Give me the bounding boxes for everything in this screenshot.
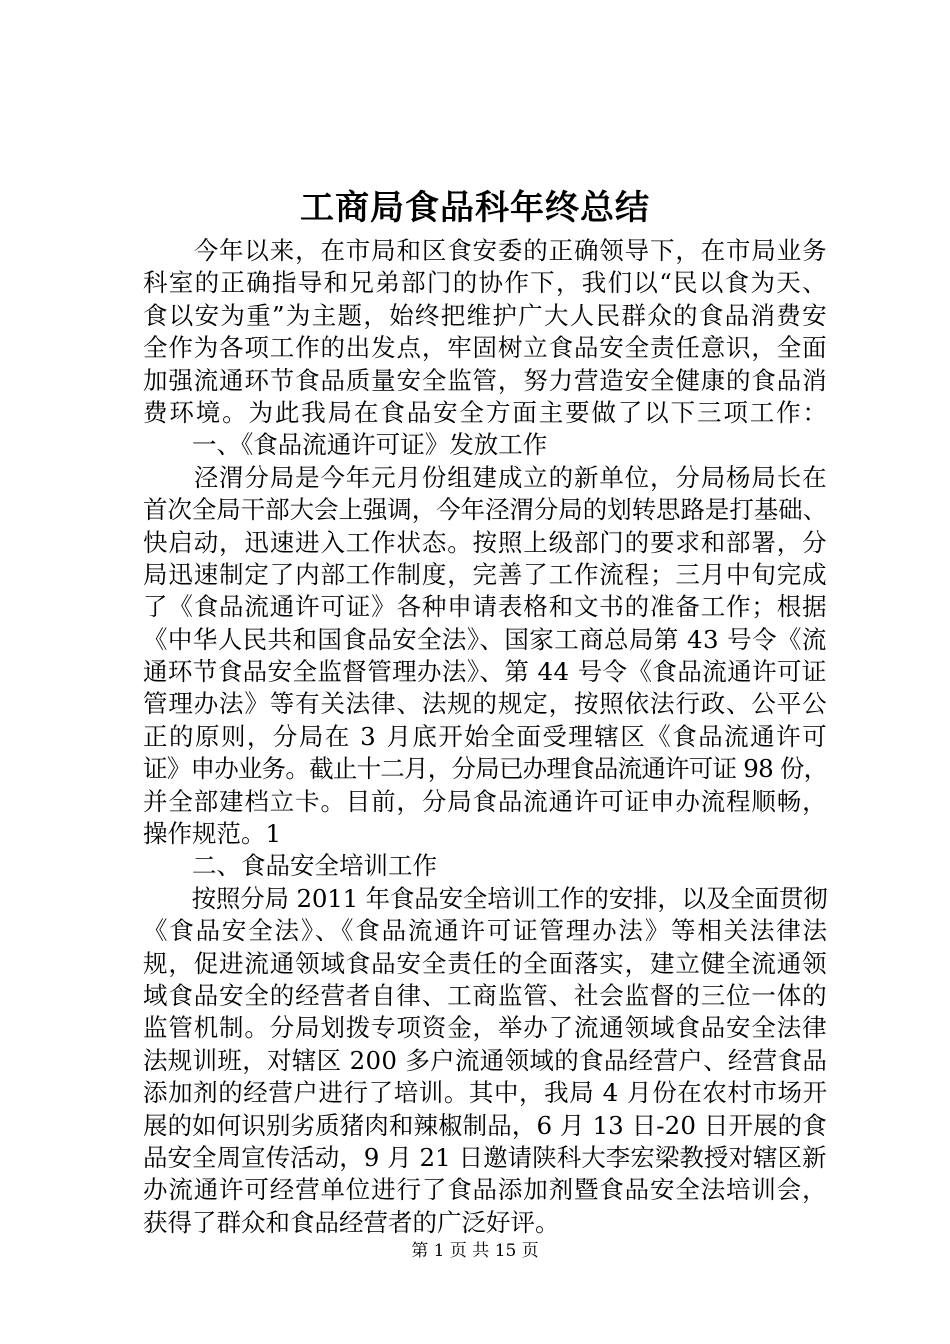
body-line: 获得了群众和食品经营者的广泛好评。 [143,1207,560,1237]
body-line: 域食品安全的经营者自律、工商监管、社会监督的三位一体的 [143,980,828,1010]
body-line: 正的原则，分局在 3 月底开始全面受理辖区《食品流通许可 [143,721,829,751]
body-line: 并全部建档立卡。目前，分局食品流通许可证申办流程顺畅， [143,786,828,816]
page-footer: 第 1 页 共 15 页 [411,1241,539,1261]
body-line: 添加剂的经营户进行了培训。其中，我局 4 月份在农村市场开 [143,1078,828,1108]
body-line: 通环节食品安全监督管理办法》、第 44 号令《食品流通许可证 [143,657,827,687]
body-line: 费环境。为此我局在食品安全方面主要做了以下三项工作： [143,397,829,427]
body-line: 今年以来，在市局和区食安委的正确领导下，在市局业务 [143,236,828,265]
body-line: 管理办法》等有关法律、法规的规定，按照依法行政、公平公 [143,689,828,719]
body-line: 规，促进流通领域食品安全责任的全面落实，建立健全流通领 [143,948,828,978]
body-line: 展的如何识别劣质猪肉和辣椒制品，6 月 13 日-20 日开展的食 [143,1110,827,1140]
body-line: 全作为各项工作的出发点，牢固树立食品安全责任意识，全面 [143,333,828,363]
body-line: 食以安为重”为主题，始终把维护广大人民群众的食品消费安 [143,300,828,330]
body-line: 证》申办业务。截止十二月，分局已办理食品流通许可证 98 份， [143,754,828,784]
document-body [143,235,827,1239]
body-line: 法规训班，对辖区 200 多户流通领域的食品经营户、经营食品 [143,1045,828,1075]
body-line: 局迅速制定了内部工作制度，完善了工作流程；三月中旬完成 [143,559,828,589]
body-line: 加强流通环节食品质量安全监管，努力营造安全健康的食品消 [143,365,828,395]
body-line: 快启动，迅速进入工作状态。按照上级部门的要求和部署，分 [143,527,828,557]
body-line: 一、《食品流通许可证》发放工作 [143,430,548,460]
body-line: 科室的正确指导和兄弟部门的协作下，我们以“民以食为天、 [143,268,828,298]
body-line: 操作规范。1 [143,819,282,849]
body-line: 了《食品流通许可证》各种申请表格和文书的准备工作；根据 [143,592,828,622]
body-line: 首次全局干部大会上强调，今年泾渭分局的划转思路是打基础、 [143,495,828,525]
body-line: 品安全周宣传活动，9 月 21 日邀请陕科大李宏梁教授对辖区新 [143,1142,827,1172]
body-line: 《中华人民共和国食品安全法》、国家工商总局第 43 号令《流 [143,624,827,654]
document-title: 工商局食品科年终总结 [300,188,650,228]
body-line: 按照分局 2011 年食品安全培训工作的安排，以及全面贯彻 [143,883,828,913]
body-line: 泾渭分局是今年元月份组建成立的新单位，分局杨局长在 [143,462,828,492]
body-line: 监管机制。分局划拨专项资金，举办了流通领域食品安全法律 [143,1013,828,1043]
body-line: 二、食品安全培训工作 [143,851,437,881]
body-line: 《食品安全法》、《食品流通许可证管理办法》等相关法律法 [143,916,829,946]
body-line: 办流通许可经营单位进行了食品添加剂暨食品安全法培训会， [143,1175,828,1205]
